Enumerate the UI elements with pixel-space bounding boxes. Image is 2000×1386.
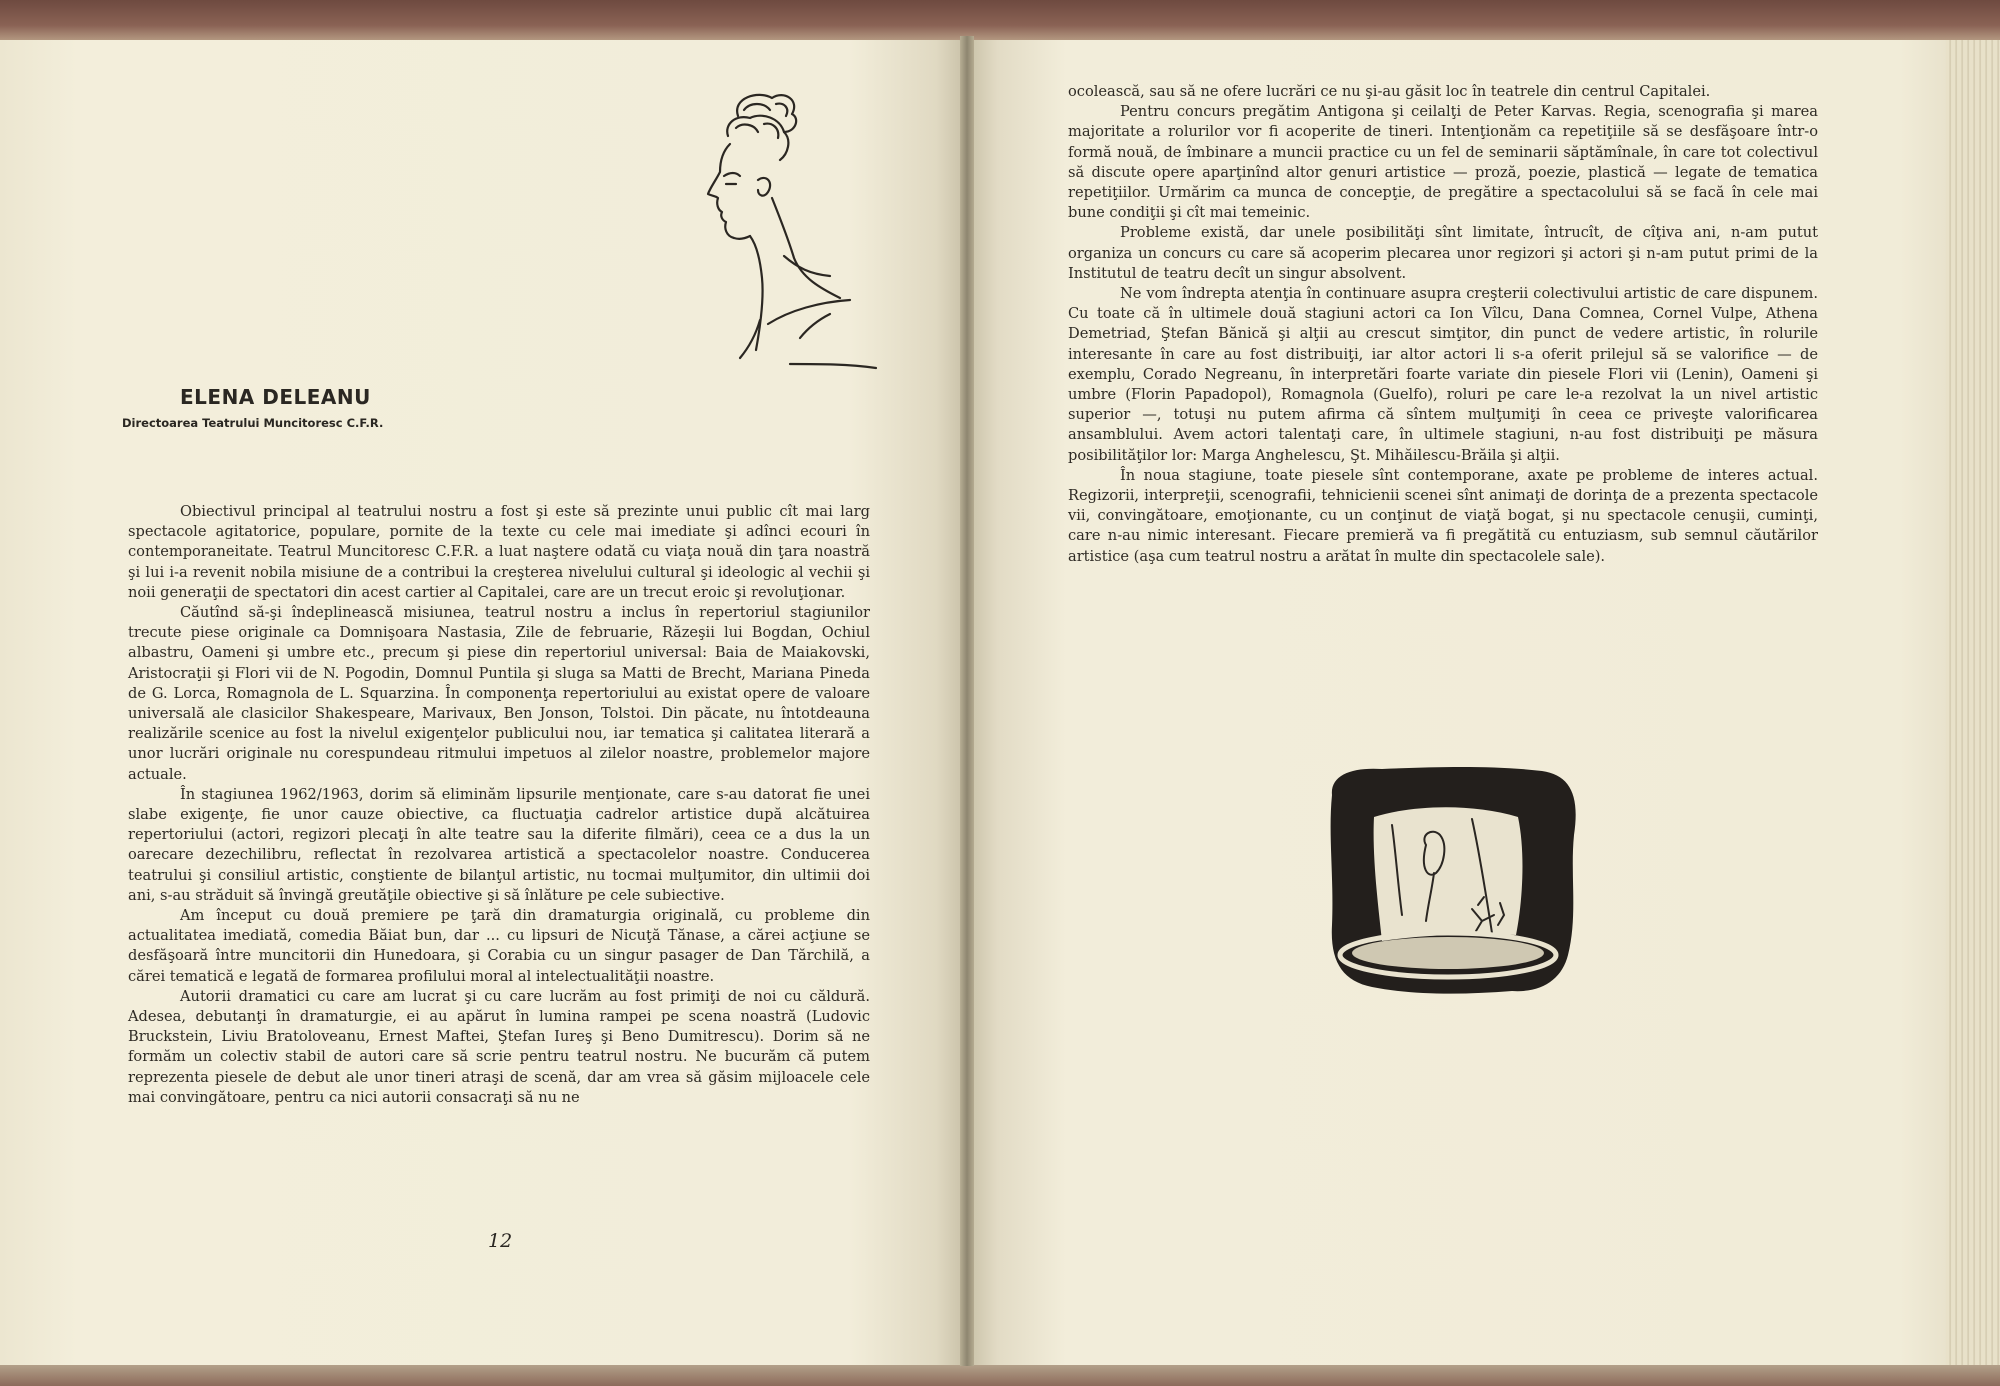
left-paragraph-2: Căutînd să-şi îndeplinească misiunea, teatrul nostru a inclus în repertoriul stagiunilor trecute piese originale ca Domnişoara Nastasia, Zile de februarie, Răzeşii lui Bogdan, Ochiul albastru, Oameni şi umbre etc., precum şi piese din repertoriul universal: Baia de Maiakovski, Aristocraţii şi Flori vii de N. Pogodin, Domnul Puntila şi sluga sa Matti de Brecht, Mariana Pineda de G. Lorca, Romagnola de L. Squarzina. În componenţa repertoriului au existat opere de valoare universală ale clasicilor Shakespeare, Marivaux, Ben Jonson, Tolstoi. Din păcate, nu întotdeauna realizările scenice au fost la nivelul exigenţelor publicului nou, iar tematica şi calitatea literară a unor lucrări originale nu corespundeau ritmului impetuos al zilelor noastre, problemelor majore actuale. [128,604,870,783]
book-cover-bottom [0,1362,2000,1386]
page-number: 12 [488,1230,513,1252]
left-paragraph-3: În stagiunea 1962/1963, dorim să eliminăm lipsurile menţionate, care s-au datorat fie unei slabe exigenţe, fie unor cauze obiective, ca fluctuaţia cadrelor artistice după alcătuirea repertoriului (actori, regizori plecaţi în alte teatre sau la diferite filmări), ceea ce a dus la un oarecare dezechilibru, reflectat în rezolvarea artistică a spectacolelor noastre. Conducerea teatrului şi consiliul artistic, conştiente de bilanţul artistic, nu tocmai mulţumitor, din ultimii doi ani, s-au străduit să învingă greutăţile obiective şi să înlăture pe cele subiective. [128,785,870,904]
portrait-sketch-icon [680,88,880,378]
right-article-column [1068,82,1818,567]
left-article-column [128,502,870,1108]
author-role: Directoarea Teatrului Muncitoresc C.F.R. [122,416,384,430]
book-gutter [960,36,974,1366]
right-paragraph-4: Ne vom îndrepta atenţia în continuare asupra creşterii colectivului artistic de care dispunem. Cu toate că în ultimele două stagiuni actori ca Ion Vîlcu, Dana Comnea, Cornel Vulpe, Athena Demetriad, Ştefan Bănică şi alţii au crescut simţitor, din punct de vedere artistic, în rolurile interesante în care au fost distribuiţi, iar altor actori li s-a oferit prilejul să se valorifice — de exemplu, Corado Negreanu, în interpretări foarte variate din piesele Flori vii (Lenin), Oameni şi umbre (Florin Papadopol), Romagnola (Guelfo), roluri pe care le-a rezolvat la un nivel artistic superior —, totuşi nu putem afirma că sîntem mulţumiţi în ceea ce priveşte valorificarea ansamblului. Avem actori talentaţi care, în ultimele stagiuni, n-au fost distribuiţi pe măsura posibilităţilor lor: Marga Anghelescu, Şt. Mihăilescu-Brăila şi alţii. [1068,285,1818,464]
left-paragraph-4: Am început cu două premiere pe ţară din dramaturgia originală, cu probleme din actualitatea imediată, comedia Băiat bun, dar ... cu lipsuri de Nicuţă Tănase, a cărei acţiune se desfăşoară între muncitorii din Hunedoara, şi Corabia cu un singur pasager de Dan Tărchilă, a cărei tematică e legată de formarea profilului moral al intelectualităţii noastre. [128,907,870,985]
left-paragraph-5: Autorii dramatici cu care am lucrat şi cu care lucrăm au fost primiţi de noi cu căldură. Adesea, debutanţi în dramaturgie, ei au apărut în lumina rampei pe scena noastră (Ludovic Bruckstein, Liviu Bratoloveanu, Ernest Maftei, Ştefan Iureş şi Beno Dumitrescu). Dorim să ne formăm un colectiv stabil de autori care să scrie pentru teatrul nostru. Ne bucurăm că putem reprezenta piesele de debut ale unor tineri atraşi de scenă, dar am vrea să găsim mijloacele cele mai convingătoare, pentru ca nici autorii consacraţi să nu ne [128,987,870,1106]
right-paragraph-1: ocolească, sau să ne ofere lucrări ce nu şi-au găsit loc în teatrele din centrul Capitalei. [1068,83,1711,100]
left-paragraph-1: Obiectivul principal al teatrului nostru a fost şi este să prezinte unui public cît mai larg spectacole agitatorice, populare, pornite de la texte cu cele mai imediate şi adînci ecouri în contemporaneitate. Teatrul Muncitoresc C.F.R. a luat naştere odată cu viaţa nouă din ţara noastră şi lui i-a revenit nobila misiune de a contribui la creşterea nivelului cultural şi ideologic al vechii şi noii generaţii de spectatori din acest cartier al Capitalei, care are un trecut eroic şi revoluţionar. [128,503,870,601]
page-edges [1946,40,2000,1365]
stage-illustration-icon [1322,765,1584,997]
right-paragraph-5: În noua stagiune, toate piesele sînt contemporane, axate pe probleme de interes actual. Regizorii, interpreţii, scenografii, tehnicienii scenei sînt animaţi de dorinţa de a prezenta spectacole vii, convingătoare, emoţionante, cu un conţinut de viaţă bogat, şi nu spectacole cenuşii, cuminţi, care n-au nimic interesant. Fiecare premieră va fi pregătită cu entuziasm, sub semnul căutărilor artistice (aşa cum teatrul nostru a arătat în multe din spectacolele sale). [1068,466,1818,565]
right-paragraph-3: Probleme există, dar unele posibilităţi sînt limitate, întrucît, de cîţiva ani, n-am putut organiza un concurs cu care să acoperim plecarea unor regizori şi actori şi n-am putut primi de la Institutul de teatru decît un singur absolvent. [1068,224,1818,282]
right-paragraph-2: Pentru concurs pregătim Antigona şi ceilalţi de Peter Karvas. Regia, scenografia şi marea majoritate a rolurilor vor fi acoperite de tineri. Intenţionăm ca repetiţiile să se desfăşoare într-o formă nouă, de îmbinare a muncii practice cu un fel de seminarii săptămînale, în care tot colectivul să discute opere aparţinînd altor genuri artistice — proză, poezie, plastică — legate de tematica repetiţiilor. Urmărim ca munca de concepţie, de pregătire a spectacolului să se facă în cele mai bune condiţii şi cît mai temeinic. [1068,103,1818,222]
author-name: ELENA DELEANU [180,385,371,409]
book-cover-top [0,0,2000,42]
